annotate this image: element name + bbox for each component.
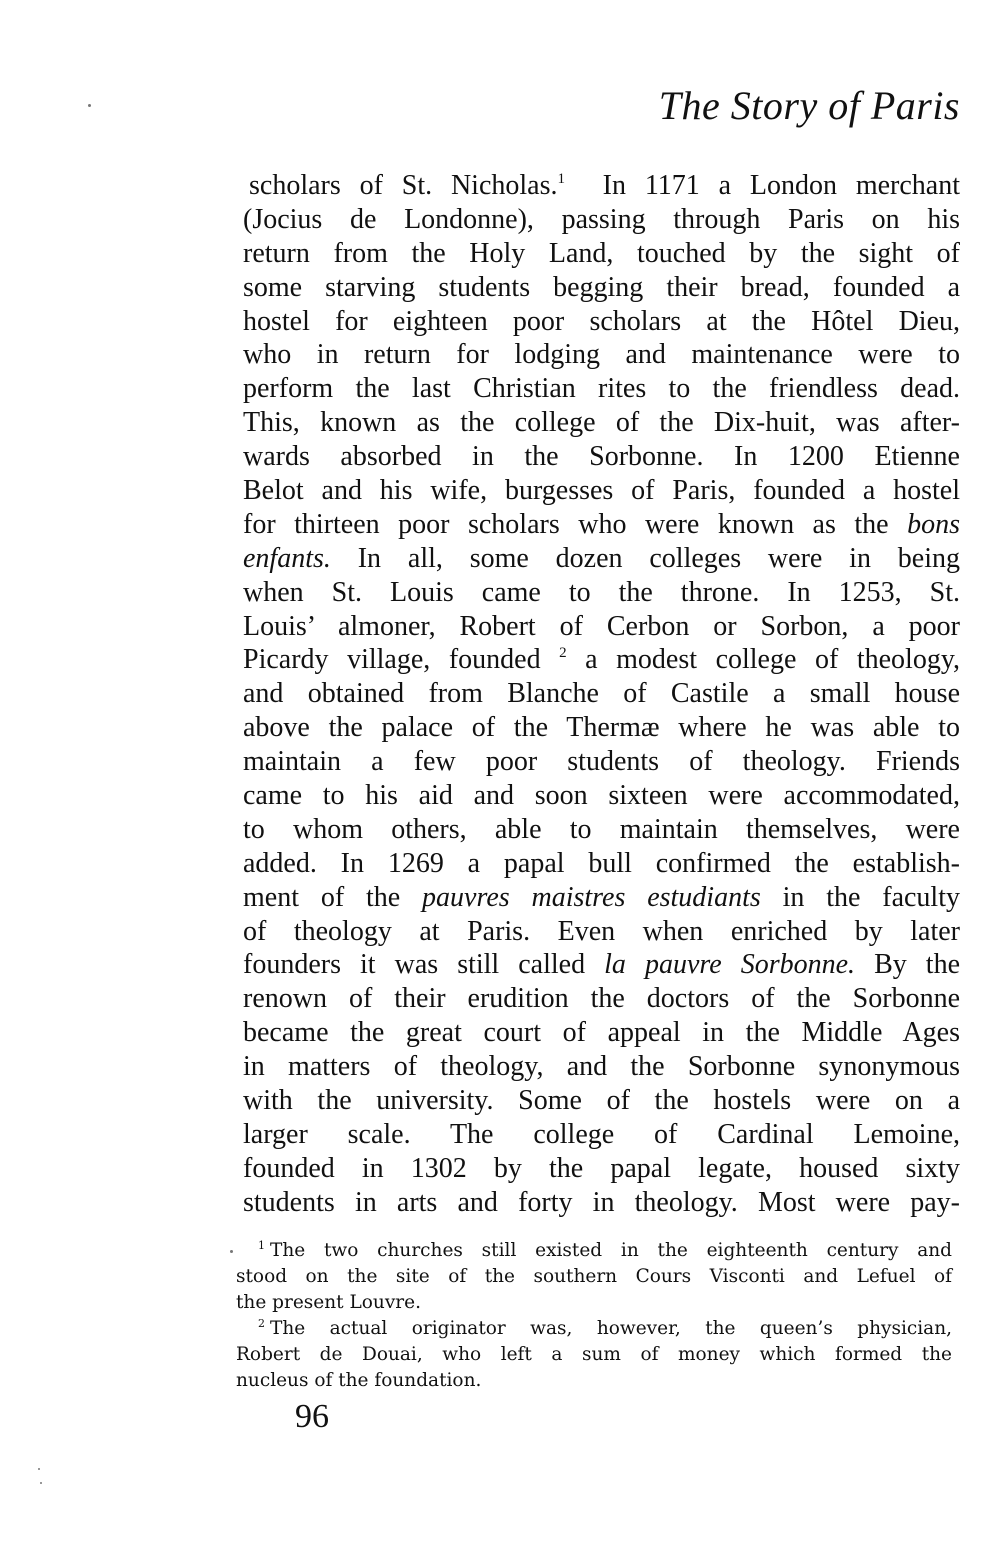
text-line: ment of the pauvres maistres estudiants in the faculty bbox=[243, 881, 960, 913]
scan-speck bbox=[38, 1468, 40, 1470]
text-line: and obtained from Blanche of Castile a small house bbox=[243, 678, 960, 710]
text-line: (Jocius de Londonne), passing through Paris on his bbox=[243, 203, 960, 235]
text-line: Picardy village, founded $^2$ a modest college of theology, bbox=[243, 644, 960, 676]
footnote-ref-2[interactable]: 2 bbox=[559, 645, 567, 662]
text-line: maintain a few poor students of theology. Friends bbox=[243, 746, 960, 778]
text-line: became the great court of appeal in the Middle Ages bbox=[243, 1017, 960, 1049]
scan-speck bbox=[40, 1482, 42, 1484]
footnote-mark: 2 bbox=[258, 1317, 265, 1330]
body-text bbox=[243, 169, 960, 1220]
text-line: came to his aid and soon sixteen were accommodated, bbox=[243, 780, 960, 812]
text-line: return from the Holy Land, touched by the sight of bbox=[243, 237, 960, 269]
text-line: in matters of theology, and the Sorbonne synonymous bbox=[243, 1051, 960, 1083]
text-line: Belot and his wife, burgesses of Paris, founded a hostel bbox=[243, 475, 960, 507]
text-line: who in return for lodging and maintenance were to bbox=[243, 339, 960, 371]
text-line: students in arts and forty in theology. Most were pay- bbox=[243, 1186, 960, 1218]
scan-speck bbox=[88, 104, 91, 107]
text-line: Louis’ almoner, Robert of Cerbon or Sorbon, a poor bbox=[243, 610, 960, 642]
scan-speck bbox=[230, 1250, 233, 1253]
text-line: founded in 1302 by the papal legate, housed sixty bbox=[243, 1152, 960, 1184]
text-line: some starving students begging their bread, founded a bbox=[243, 271, 960, 303]
running-title: The Story of Paris bbox=[658, 83, 960, 128]
text-line: larger scale. The college of Cardinal Lemoine, bbox=[243, 1118, 960, 1150]
text-line: This, known as the college of the Dix-huit, was after- bbox=[243, 407, 960, 439]
footnote-2-line: $^2$ The actual originator was, however, the queen’s physician, bbox=[258, 1317, 952, 1339]
text-line: when St. Louis came to the throne. In 1253, St. bbox=[243, 576, 960, 608]
footnote-1-line: the present Louvre. bbox=[236, 1292, 421, 1313]
footnote-1-line: stood on the site of the southern Cours Visconti and Lefuel of bbox=[236, 1266, 952, 1287]
footnote-mark: 1 bbox=[258, 1239, 265, 1252]
text-line: hostel for eighteen poor scholars at the Hôtel Dieu, bbox=[243, 305, 960, 337]
text-line: renown of their erudition the doctors of the Sorbonne bbox=[243, 983, 960, 1015]
footnote-2-line: nucleus of the foundation. bbox=[236, 1370, 482, 1391]
text-line: scholars of St. Nicholas.$^1$ In 1171 a London merchant bbox=[249, 170, 961, 201]
footnote-ref-1[interactable]: 1 bbox=[557, 171, 565, 187]
footnote-1-line: $^1$ The two churches still existed in the eighteenth century and bbox=[258, 1239, 952, 1261]
page-number: 96 bbox=[295, 1398, 329, 1435]
text-line: to whom others, able to maintain themselves, were bbox=[243, 813, 960, 845]
text-line: of theology at Paris. Even when enriched by later bbox=[243, 915, 960, 947]
text-line: perform the last Christian rites to the friendless dead. bbox=[243, 373, 960, 405]
text-line: wards absorbed in the Sorbonne. In 1200 Etienne bbox=[243, 441, 960, 473]
text-line: above the palace of the Thermæ where he was able to bbox=[243, 712, 960, 744]
text-line: added. In 1269 a papal bull confirmed the establish- bbox=[243, 847, 960, 879]
footnotes bbox=[236, 1238, 952, 1394]
text-line: for thirteen poor scholars who were known as the bons bbox=[243, 508, 960, 540]
footnote-2-line: Robert de Douai, who left a sum of money which formed the bbox=[236, 1344, 952, 1365]
text-line: founders it was still called la pauvre Sorbonne. By the bbox=[243, 949, 961, 981]
text-line: with the university. Some of the hostels were on a bbox=[243, 1085, 960, 1117]
text-line: enfants. In all, some dozen colleges were in being bbox=[243, 542, 960, 574]
